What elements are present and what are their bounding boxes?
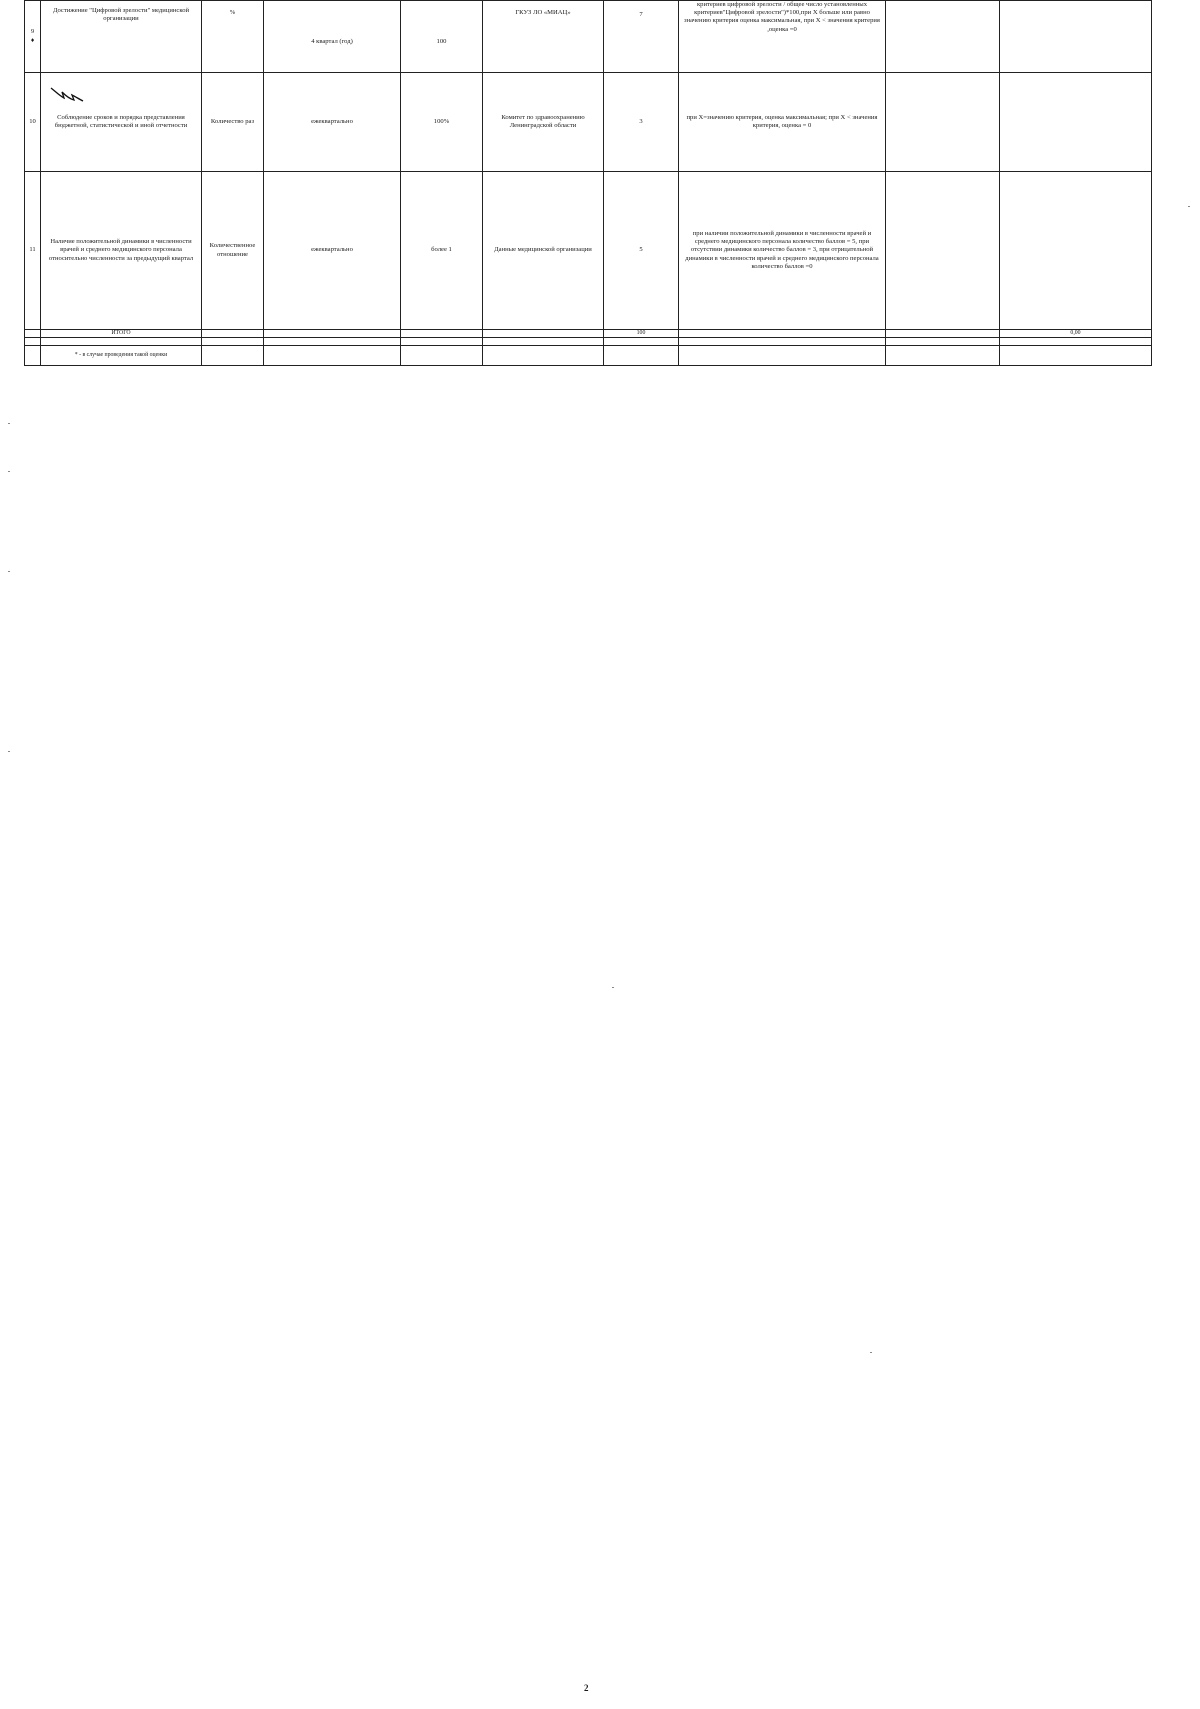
row-number: 10 [25, 73, 41, 172]
note-empty-cell [679, 346, 886, 366]
criteria-table [24, 0, 1152, 366]
spacer-cell [483, 338, 604, 346]
criterion-name: Соблюдение сроков и порядка представления бюджетной, статистической и иной отчетности [41, 73, 202, 172]
note-empty-cell [886, 346, 1000, 366]
scan-speck [8, 471, 10, 472]
spacer-cell [25, 338, 41, 346]
total-points: 100 [604, 330, 679, 338]
spacer-cell [679, 338, 886, 346]
spacer-cell [202, 338, 264, 346]
row-number: 9 [30, 28, 35, 36]
row-number-cell [25, 1, 41, 73]
spacer-cell [604, 338, 679, 346]
criterion-name: Достижение "Цифровой зрелости" медицинской организации [41, 1, 202, 73]
total-empty-cell [401, 330, 483, 338]
formula-cell: критериев цифровой зрелости / общее число установленных критериев"Цифровой зрелости")*100,при X больше или равно значению критерия оценка максимальная, при X < значения критерия ,оценка =0 [679, 1, 886, 73]
target-cell: 100% [401, 73, 483, 172]
spacer-cell [401, 338, 483, 346]
total-label: ИТОГО [41, 330, 202, 338]
note-empty-cell [401, 346, 483, 366]
note-empty-cell [202, 346, 264, 366]
note-empty-cell [264, 346, 401, 366]
criteria-table-container [24, 0, 1152, 366]
points-cell: 5 [604, 172, 679, 330]
handwritten-mark [50, 84, 84, 104]
total-score: 0,00 [1000, 330, 1152, 338]
source-cell: ГКУЗ ЛО «МИАЦ» [483, 1, 604, 73]
note-empty-cell [483, 346, 604, 366]
extra-cell-1 [886, 172, 1000, 330]
total-empty-cell [483, 330, 604, 338]
scan-speck [612, 987, 614, 988]
page-number: 2 [584, 1683, 589, 1693]
spacer-cell [264, 338, 401, 346]
criterion-name: Наличие положительной динамики в численности врачей и среднего медицинского персонала относительно численности за предыдущий квартал [41, 172, 202, 330]
note-empty-cell [25, 346, 41, 366]
formula-cell: при наличии положительной динамики в численности врачей и среднего медицинского персонала количество баллов = 5, при отсутствии динамики количество баллов = 3, при отрицательной динамики в численности врачей и среднего медицинского персонала количество баллов =0 [679, 172, 886, 330]
note-empty-cell [604, 346, 679, 366]
table-row-10 [25, 73, 1152, 172]
note-empty-cell [1000, 346, 1152, 366]
spacer-row [25, 338, 1152, 346]
points-cell: 3 [604, 73, 679, 172]
row-number: 11 [25, 172, 41, 330]
target-cell: более 1 [401, 172, 483, 330]
total-empty-cell [202, 330, 264, 338]
period-cell: ежеквартально [264, 172, 401, 330]
unit-cell: % [202, 1, 264, 73]
formula-cell: при X=значению критерия, оценка максимальная; при X < значения критерия, оценка = 0 [679, 73, 886, 172]
table-row-11 [25, 172, 1152, 330]
extra-cell-2 [1000, 1, 1152, 73]
total-empty-cell [264, 330, 401, 338]
points-cell: 7 [604, 1, 679, 73]
table-row-9 [25, 1, 1152, 73]
scan-speck [8, 423, 10, 424]
extra-cell-1 [886, 1, 1000, 73]
scan-speck [870, 1352, 872, 1353]
target-cell: 100 [401, 1, 483, 73]
row-number-mark: ♦ [30, 36, 35, 44]
total-empty-cell [886, 330, 1000, 338]
extra-cell-2 [1000, 73, 1152, 172]
period-cell: ежеквартально [264, 73, 401, 172]
unit-cell: Количественное отношение [202, 172, 264, 330]
unit-cell: Количество раз [202, 73, 264, 172]
source-cell: Комитет по здравоохранению Ленинградской области [483, 73, 604, 172]
scan-speck [8, 751, 10, 752]
scan-speck [8, 571, 10, 572]
spacer-cell [1000, 338, 1152, 346]
spacer-cell [41, 338, 202, 346]
extra-cell-1 [886, 73, 1000, 172]
source-cell: Данные медицинской организации [483, 172, 604, 330]
spacer-cell [886, 338, 1000, 346]
scan-speck [1188, 206, 1190, 207]
total-empty-cell [679, 330, 886, 338]
total-empty-cell [25, 330, 41, 338]
total-row [25, 330, 1152, 338]
period-cell: 4 квартал (год) [264, 1, 401, 73]
extra-cell-2 [1000, 172, 1152, 330]
footnote: * - в случае проведения такой оценки [41, 346, 202, 366]
note-row [25, 346, 1152, 366]
